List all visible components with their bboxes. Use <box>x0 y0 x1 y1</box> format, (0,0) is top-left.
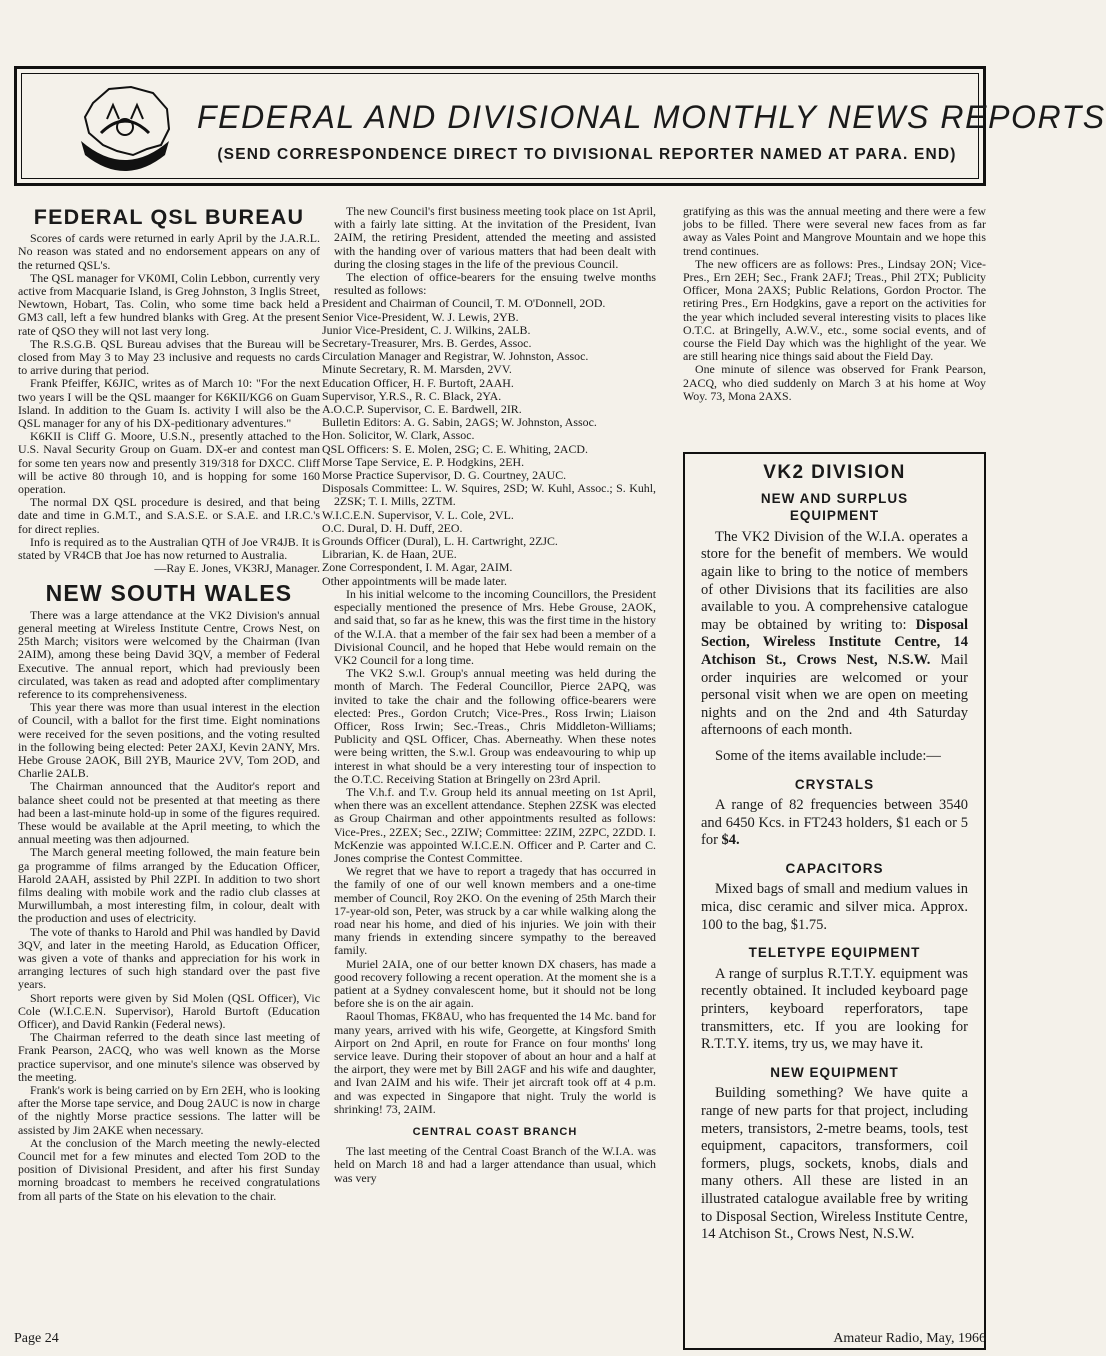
right-column-text <box>683 205 986 441</box>
nsw-paragraph: At the conclusion of the March meeting the newly-elected Council met for a few minutes and elected Tom 2OD to the position of Divisional President, and after his first Sunday morning broadcast to members he received congratulations from all parts of the State on his elevation to the chair. <box>18 1135 320 1203</box>
vk2-division-box <box>683 452 986 1350</box>
branch-officers-paragraph: The new officers are as follows: Pres., Lindsay 2ON; Vice-Pres., Ern 2EH; Sec., Frank 2AFJ; Treas., Phil 2TX; Publicity Officer, Mona 2AXS; Public Relations, Gordon Proctor. The retiring Pres., Ern Hodgkins, gave a report on the activities for the year which included several interesting visits to places like O.T.C. at Bringelly, A.W.V., etc., some social events, and of course the Field Day which was the highlight of the year. We are still hearing nice things said about the Field Day. <box>683 256 986 364</box>
news-paragraph: Raoul Thomas, FK8AU, who has frequented the 14 Mc. band for many years, arrived with his wife, Georgette, at Kingsford Smith Airport on 2nd April, en route for France on four months' long service leave. During their stopover of about an hour and a half at the airport, they were met by Bill 2AGF and his wife and daughter, and Ivan 2AIM and his wife. Their jet aircraft took off at 4 p.m. and was expected in Singapore that night. Truly the world is shrinking! 73, 2AIM. <box>334 1009 656 1116</box>
officer-line: Morse Tape Service, E. P. Hodgkins, 2EH. <box>322 454 525 469</box>
new-equipment-paragraph: Building something? We have quite a range of new parts for that project, including meters, transistors, 2-metre beams, tools, test equipment, capacitors, transformers, coil formers, plugs, sockets, knobs, dials and many others. All these are listed in an illustrated catalogue available free by writing to Disposal Section, Wireless Institute Centre, 14 Atchison St., Crows Nest, N.S.W. <box>701 1085 968 1243</box>
page-number: Page 24 <box>14 1331 59 1346</box>
heading-federal-qsl-bureau: FEDERAL QSL BUREAU <box>33 205 305 229</box>
nsw-paragraph: The vote of thanks to Harold and Phil was handled by David 3QV, and later in the meeting Harold, as Education Officer, was given a vote of thanks and appreciation for his work in arranging lectures of such high standard over the past five years. <box>18 924 320 992</box>
nsw-paragraph: Frank's work is being carried on by Ern 2EH, who is looking after the Morse tape service, and Doug 2AUC is now in charge of the nightly Morse practice sessions. The latter will be assisted by Jim 2AKE when necessary. <box>18 1083 320 1137</box>
news-paragraph: The V.h.f. and T.v. Group held its annual meeting on 1st April, when there was an excellent attendance. Stephen 2ZSK was elected as Group Chairman and other appointments resulted as follows: Vice-Pres., 2ZEX; Sec., 2ZIW; Committee: 2ZIM, 2ZPC, 2ZDD. I. McKenzie was appointed W.I.C.E.N. Officer and P. Carter and C. Jones comprise the Contest Committee. <box>334 784 656 865</box>
qsl-paragraph: Frank Pfeiffer, K6JIC, writes as of March 10: "For the next two years I will be the QSL maanger for K6KII/KG6 on Guam Island. In addition to the Guam Is. activity I will also be the QSL manager for any of his DX-peditionary adventures." <box>18 376 320 431</box>
heading-central-coast-branch: CENTRAL COAST BRANCH <box>412 1126 578 1139</box>
heading-new-south-wales: NEW SOUTH WALES <box>45 580 293 607</box>
officer-line: Junior Vice-President, C. J. Wilkins, 2ALB. <box>322 322 531 337</box>
council-paragraph: The new Council's first business meeting took place on 1st April, with a fairly late sitting. At the invitation of the President, Ivan 2AIM, the retiring President, attended the meeting and assisted with the handing over of various matters that had been dealt with during the closing stages in the life of the previous Council. <box>334 204 656 271</box>
officer-line: Circulation Manager and Registrar, W. Johnston, Assoc. <box>322 349 589 364</box>
branch-silence-paragraph: One minute of silence was observed for Frank Pearson, 2ACQ, who died suddenly on March 3 at his home at Woy Woy. 73, Mona 2AXS. <box>683 362 986 403</box>
officer-line: Grounds Officer (Dural), L. H. Cartwright, 2ZJC. <box>322 534 558 549</box>
branch-continued-paragraph: gratifying as this was the annual meeting and there were a few jobs to be filled. There were several new faces from as far away as Vales Point and Mangrove Mountain and we hope this trend continues. <box>683 204 986 258</box>
officer-line: Bulletin Editors: A. G. Sabin, 2AGS; W. Johnston, Assoc. <box>322 415 597 430</box>
new-equipment-heading: NEW EQUIPMENT <box>770 1064 899 1080</box>
officer-line: Disposals Committee: L. W. Squires, 2SD; W. Kuhl, Assoc.; S. Kuhl, 2ZSK; T. I. Mills, 2ZTM. <box>322 481 656 509</box>
qsl-paragraph: The R.S.G.B. QSL Bureau advises that the Bureau will be closed from May 3 to May 23 inclusive and requests no cards to arrive during that period. <box>18 336 320 378</box>
store-intro-paragraph: The VK2 Division of the W.I.A. operates a store for the benefit of members. We would again like to bring to the notice of members of other Divisions that its facilities are also available to you. A comprehensive catalogue may be obtained by writing to: Disposal Section, Wireless Institute Centre, 14 Atchison St., Crows Nest, N.S.W. Mail order inquiries are welcomed or your personal visit when we are open on meeting nights and on the 2nd and 4th Saturday afternoons of each month. <box>701 528 968 739</box>
officer-line: Hon. Solicitor, W. Clark, Assoc. <box>322 428 475 443</box>
news-paragraph: We regret that we have to report a tragedy that has occurred in the family of one of our well known members and a one-time member of Council, Roy 2KO. On the evening of 25th March their 17-year-old son, Peter, was struck by a car while walking along the road near his home, and died of his injuries. We join with their many friends in extending sincere sympathy to the bereaved family. <box>334 864 656 958</box>
branch-paragraph: The last meeting of the Central Coast Branch of the W.I.A. was held on March 18 and had a larger attendance than usual, which was very <box>334 1144 656 1185</box>
officer-line: President and Chairman of Council, T. M. O'Donnell, 2OD. <box>322 296 606 311</box>
officer-line: Secretary-Treasurer, Mrs. B. Gerdes, Assoc. <box>322 336 532 351</box>
news-paragraph: In his initial welcome to the incoming Councillors, the President especially mentioned the presence of Mrs. Hebe Grouse, 2AOK, and said that, so far as he knew, this was the first time in the history of the W.I.A. that a member of the fair sex had been a member of a Divisional Council, and he hoped that Hebe would remain on the VK2 Council for a long time. <box>334 586 656 667</box>
officer-line: QSL Officers: S. E. Molen, 2SG; C. E. Whiting, 2ACD. <box>322 441 588 456</box>
officer-line: Minute Secretary, R. M. Marsden, 2VV. <box>322 362 512 377</box>
officer-line: Librarian, K. de Haan, 2UE. <box>322 547 457 562</box>
capacitors-paragraph: Mixed bags of small and medium values in mica, disc ceramic and silver mica. Approx. 100 to the bag, $1.75. <box>701 881 968 933</box>
officer-line: A.O.C.P. Supervisor, C. E. Bardwell, 2IR. <box>322 402 522 417</box>
middle-column <box>322 204 656 1325</box>
nsw-paragraph: The March general meeting followed, the main feature bein ga programme of films arranged by the Education Officer, Harold 2AAH, assisted by Phil 2ZPI. In addition to two short films dealing with mobile work and the radio club classes at Murwillumbah, a most interesting film, in colour, dealt with the production and uses of electricity. <box>18 845 320 926</box>
publication-line: Amateur Radio, May, 1966 <box>833 1331 986 1346</box>
news-paragraph: Muriel 2AIA, one of our better known DX chasers, has made a good recovery following a recent operation. At the moment she is a patient at a Sydney convalescent home, but it should not be long before she is on the air again. <box>334 956 656 1011</box>
left-column <box>18 205 320 1325</box>
officer-line: Zone Correspondent, I. M. Agar, 2AIM. <box>322 560 513 575</box>
masthead-subtitle: (SEND CORRESPONDENCE DIRECT TO DIVISIONAL REPORTER NAMED AT PARA. END) <box>217 146 957 163</box>
nsw-paragraph: Short reports were given by Sid Molen (QSL Officer), Vic Cole (W.I.C.E.N. Supervisor), Harold Burtoft (Education Officer), and David Rankin (Federal news). <box>18 990 320 1031</box>
wia-emblem-icon <box>73 75 177 179</box>
capacitors-heading: CAPACITORS <box>785 860 884 876</box>
masthead-title: FEDERAL AND DIVISIONAL MONTHLY NEWS REPORTS <box>197 99 1106 135</box>
disposal-address: Disposal Section, Wireless Institute Centre, 14 Atchison St., Crows Nest, N.S.W. <box>701 616 968 668</box>
officer-line: Education Officer, H. F. Burtoft, 2AAH. <box>322 375 514 390</box>
officer-line: Senior Vice-President, W. J. Lewis, 2YB. <box>322 309 519 324</box>
council-paragraph: The election of office-bearers for the ensuing twelve months resulted as follows: <box>334 270 656 298</box>
qsl-paragraph: The normal DX QSL procedure is desired, and that being date and time in G.M.T., and S.A.S.E. or S.A.E. and I.R.C.'s for direct replies. <box>18 495 320 536</box>
teletype-paragraph: A range of surplus R.T.T.Y. equipment was recently obtained. It included keyboard page printers, keyboard reperforators, tape transmitters, etc. If you are looking for R.T.T.Y. items, try us, we may have it. <box>701 965 968 1053</box>
new-surplus-heading: NEW AND SURPLUS EQUIPMENT <box>760 490 909 524</box>
officer-line: O.C. Dural, D. H. Duff, 2EO. <box>322 520 463 535</box>
nsw-paragraph: The Chairman referred to the death since last meeting of Frank Pearson, 2ACQ, who was well known as the Morse practice supervisor, and one minute's silence was observed by the meeting. <box>18 1030 320 1084</box>
items-intro: Some of the items available include:— <box>715 747 941 764</box>
crystals-heading: CRYSTALS <box>794 776 875 792</box>
nsw-paragraph: This year there was more than usual interest in the election of Council, with a ballot for the first time. Eight nominations were received for the seven positions, and the voting resulted in the following being elected: Peter 2AXJ, Kevin 2ANY, Mrs. Hebe Grouse 2AOK, Bill 2YB, Maurice 2VV, Tom 2OD, and Charlie 2ALB. <box>18 700 320 781</box>
news-paragraph: The VK2 S.w.l. Group's annual meeting was held during the month of March. The Federal Councillor, Pierce 2APQ, was invited to take the chair and the following office-bearers were elected: Pres., Gordon Crutch; Vice-Pres., Ross Irwin; Liaison Officer, Ross Irwin; Sec.-Treas., Chris Middleton-Williams; Publicity and QSL Officer, Chas. Aberneathy. When these notes were being written, the S.w.l. Group was endeavouring to whip up interest in what should be a very interesting tour of inspection to the O.T.C. Receiving Station at Bringelly on 23rd April. <box>334 666 656 786</box>
vk2-division-heading: VK2 DIVISION <box>763 462 906 483</box>
crystals-paragraph: A range of 82 frequencies between 3540 and 6450 Kcs. in FT243 holders, $1 each or 5 for $4. <box>701 797 968 849</box>
qsl-paragraph: K6KII is Cliff G. Moore, U.S.N., presently attached to the U.S. Naval Security Group on Guam. DX-er and contest man for some ten years now and presently 319/318 for DXCC. Cliff will be active 80 through 10, and is hopping for some 160 operation. <box>18 429 320 497</box>
officer-line: Supervisor, Y.R.S., R. C. Black, 2YA. <box>322 388 502 403</box>
qsl-paragraph: The QSL manager for VK0MI, Colin Lebbon, currently very active from Macquarie Island, is Greg Johnston, 3 Inglis Street, Newtown, Hobart, Tas. Colin, who some time back held a GM3 call, left a few hundred blanks with Greg. At the present rate of QSO they will not last very long. <box>18 270 320 338</box>
officer-line: Other appointments will be made later. <box>322 573 507 588</box>
nsw-paragraph: There was a large attendance at the VK2 Division's annual general meeting at Wireless Institute Centre, Crows Nest, on 25th March; visitors were welcomed by the Chairman (Ivan 2AIM), among these being David 3QV, a member of Federal Executive. The annual report, which had previously been circulated, was taken as read and adopted after complimentary reference to its comprehensiveness. <box>18 607 320 701</box>
officer-line: W.I.C.E.N. Supervisor, V. L. Cole, 2VL. <box>322 507 514 522</box>
teletype-heading: TELETYPE EQUIPMENT <box>748 945 921 961</box>
masthead <box>14 66 1106 186</box>
qsl-signature: —Ray E. Jones, VK3RJ, Manager. <box>154 561 320 576</box>
qsl-paragraph: Info is required as to the Australian QTH of Joe VR4JB. It is stated by VR4CB that Joe has now returned to Australia. <box>18 534 320 563</box>
officer-line: Morse Practice Supervisor, D. G. Courtney, 2AUC. <box>322 468 567 483</box>
qsl-paragraph: Scores of cards were returned in early April by the J.A.R.L. No reason was stated and no endorsement appears on any of the returned QSL's. <box>18 231 320 272</box>
nsw-paragraph: The Chairman announced that the Auditor's report and balance sheet could not be presented at that meeting as there had been a last-minute hold-up in some of the figures required. These would be available at the April meeting, to which the annual meeting was then adjourned. <box>18 779 320 847</box>
